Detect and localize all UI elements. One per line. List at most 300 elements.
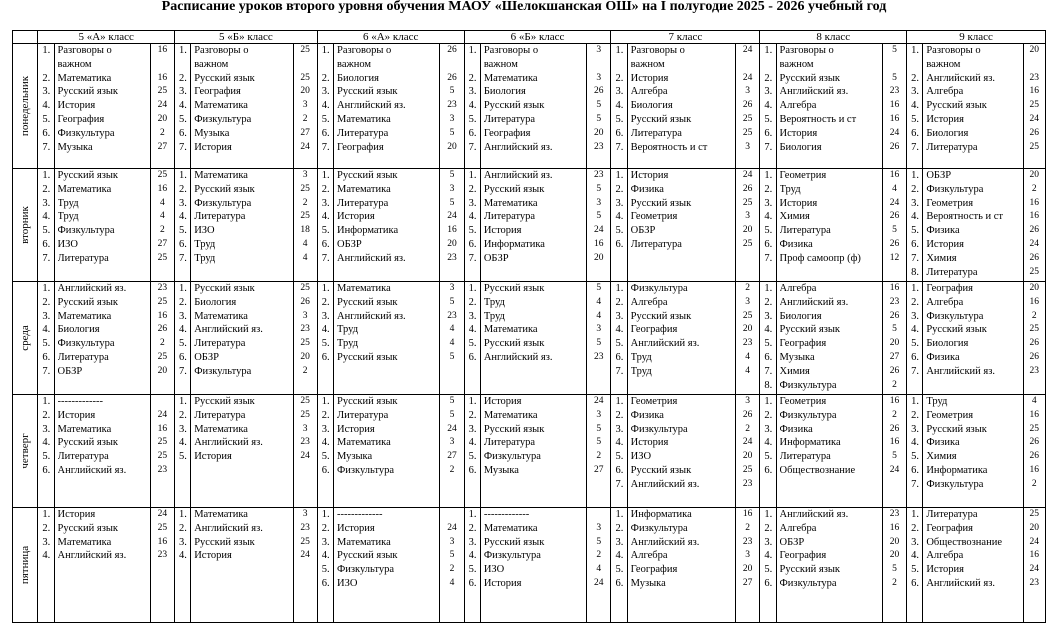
- subject-name: Английский яз.: [57, 550, 127, 562]
- subject-name-column: [480, 508, 586, 623]
- lesson-number: 4.: [468, 437, 477, 449]
- room-number: 2: [745, 283, 751, 293]
- room-number-column: [882, 169, 906, 282]
- subject-name: Английский яз.: [483, 170, 553, 181]
- subject-name: Математика: [483, 197, 538, 209]
- subject-name: Физкультура: [57, 338, 115, 350]
- lesson-number-column: [464, 44, 480, 169]
- room-number: 5: [449, 127, 455, 138]
- lesson-number: 3.: [764, 310, 773, 322]
- subject-name-column: [923, 169, 1023, 282]
- lesson-number: 2.: [42, 296, 51, 308]
- room-number: 16: [157, 536, 168, 547]
- subject-name-column: [627, 508, 735, 623]
- page-title: Расписание уроков второго уровня обучения МАОУ «Шелокшанская ОШ» на I полугодие 2025 - 2026 учебный год: [161, 0, 887, 14]
- lesson-number: 4.: [42, 437, 51, 449]
- subject-name: Геометрия: [926, 197, 974, 209]
- room-number: 23: [157, 283, 168, 293]
- subject-name: История: [194, 550, 232, 562]
- room-number: [587, 508, 610, 522]
- room-number-column: [440, 44, 464, 169]
- subject-name: Русский язык: [483, 100, 545, 112]
- lesson-number: 4.: [615, 211, 624, 223]
- lesson-number: 6.: [615, 577, 624, 589]
- room-number: 26: [1029, 351, 1040, 362]
- room-number-column: [736, 395, 760, 508]
- subject-name: Физкультура: [194, 365, 252, 377]
- subject-name: Математика: [57, 423, 112, 435]
- subject-name: Русский язык: [483, 338, 545, 350]
- subject-name: Русский язык: [337, 351, 398, 363]
- subject-name: Алгебра: [926, 550, 964, 562]
- lesson-number: 5.: [615, 451, 624, 463]
- subject-name: Английский яз.: [926, 365, 996, 377]
- room-number: 5: [449, 86, 455, 97]
- lesson-number: 7.: [764, 252, 773, 264]
- room-number: 27: [447, 451, 457, 462]
- lesson-number: 6.: [764, 238, 773, 250]
- lesson-number: 3.: [615, 536, 624, 548]
- subject-name: География: [630, 564, 678, 576]
- lesson-number-column: [760, 44, 776, 169]
- subject-name: Литература: [630, 127, 682, 139]
- subject-name: важном: [779, 58, 814, 70]
- room-number: 25: [300, 72, 310, 83]
- room-number-column: [882, 282, 906, 395]
- lesson-number: 4.: [764, 100, 773, 112]
- room-number: 25: [742, 113, 753, 124]
- subject-name: Математика: [483, 72, 538, 84]
- room-number: 25: [157, 351, 168, 362]
- room-number: 20: [742, 451, 753, 462]
- room-number: 26: [157, 324, 168, 335]
- room-number: 20: [157, 365, 168, 376]
- subject-name: Русский язык: [337, 396, 398, 407]
- room-number: 16: [1029, 296, 1040, 307]
- room-number: 25: [742, 238, 753, 249]
- subject-name: Математика: [337, 283, 391, 294]
- room-number: 16: [889, 170, 900, 180]
- room-number: 16: [1029, 197, 1040, 208]
- lesson-number: [42, 58, 53, 72]
- lesson-number: 7.: [42, 252, 51, 264]
- subject-name: -------------: [483, 509, 530, 520]
- room-number-column: [882, 395, 906, 508]
- subject-name-column: [480, 282, 586, 395]
- lesson-number: 1.: [764, 45, 773, 56]
- subject-name: Английский яз.: [483, 141, 553, 153]
- subject-name: Литература: [337, 127, 389, 139]
- room-number: 20: [447, 238, 457, 249]
- subject-name: Русский язык: [194, 283, 255, 294]
- subject-name: Физкультура: [337, 464, 395, 476]
- day-cell: [13, 44, 38, 169]
- subject-name: Русский язык: [926, 423, 987, 435]
- subject-name: Русский язык: [57, 522, 119, 534]
- subject-name: ОБЗР: [337, 238, 362, 250]
- room-number: 3: [449, 536, 455, 547]
- room-number: 25: [300, 396, 310, 406]
- subject-name-column: [334, 282, 440, 395]
- day-cell: [13, 282, 38, 395]
- lesson-number: 5.: [764, 451, 773, 463]
- lesson-number: 2.: [764, 72, 773, 84]
- lesson-number-column: [760, 508, 776, 623]
- lesson-number: 3.: [42, 536, 51, 548]
- lesson-number: 7.: [911, 478, 920, 490]
- subject-name: Биология: [337, 72, 380, 84]
- lesson-number: 1.: [321, 45, 330, 56]
- subject-name-column: [627, 169, 735, 282]
- room-number: 26: [742, 409, 753, 420]
- subject-name: История: [630, 437, 669, 449]
- room-number: 27: [742, 577, 753, 588]
- subject-name: Литература: [194, 211, 246, 223]
- lesson-number-column: [907, 282, 923, 395]
- room-number: 23: [447, 310, 457, 321]
- lesson-number: 2.: [468, 409, 477, 421]
- lesson-number: 1.: [615, 170, 624, 181]
- subject-name: Английский яз.: [194, 324, 263, 336]
- room-number: 25: [300, 536, 310, 547]
- subject-name: Физкультура: [779, 379, 837, 391]
- subject-name: Алгебра: [779, 100, 817, 112]
- room-number: 27: [157, 238, 168, 249]
- subject-name: Физкультура: [194, 197, 252, 209]
- lesson-number-column: [317, 169, 333, 282]
- lesson-number: 6.: [911, 464, 920, 476]
- room-number: 27: [300, 127, 310, 138]
- room-number: 4: [302, 238, 308, 249]
- subject-name: Английский яз.: [630, 536, 700, 548]
- room-number: 24: [742, 72, 753, 83]
- subject-name: важном: [194, 58, 229, 70]
- room-number: 20: [889, 338, 900, 349]
- subject-name: История: [337, 522, 375, 534]
- lesson-number: 6.: [764, 127, 773, 139]
- subject-name: Русский язык: [194, 72, 255, 84]
- lesson-number: 2.: [321, 296, 330, 308]
- room-number: 3: [449, 283, 455, 293]
- lesson-number: 4.: [42, 324, 51, 336]
- lesson-number: 2.: [615, 522, 624, 534]
- room-number: 16: [157, 310, 168, 321]
- lesson-number: 3.: [764, 536, 773, 548]
- lesson-number: 1.: [615, 283, 624, 294]
- lesson-number-column: [907, 44, 923, 169]
- subject-name: Русский язык: [483, 423, 545, 435]
- lesson-number: 3.: [911, 86, 920, 98]
- room-number: [1024, 58, 1045, 72]
- room-number-column: [440, 282, 464, 395]
- room-number: 24: [157, 100, 168, 111]
- room-number: 18: [300, 225, 310, 236]
- subject-name: История: [630, 72, 669, 84]
- lesson-number-column: [317, 282, 333, 395]
- room-number: 2: [449, 564, 455, 575]
- room-number: 26: [889, 211, 900, 222]
- subject-name: Английский яз.: [337, 252, 406, 264]
- lesson-number: 1.: [615, 396, 624, 407]
- subject-name: Биология: [926, 338, 969, 350]
- lesson-number: 4.: [321, 324, 330, 336]
- subject-name: Алгебра: [630, 296, 668, 308]
- room-number: 24: [447, 211, 457, 222]
- room-number: 3: [302, 100, 308, 111]
- room-number: 12: [889, 252, 900, 263]
- lesson-number: 7.: [911, 141, 920, 153]
- room-number-column: [882, 508, 906, 623]
- subject-name: Алгебра: [630, 86, 668, 98]
- subject-name: Информатика: [337, 225, 399, 237]
- lesson-number: 3.: [911, 536, 920, 548]
- lesson-number: 3.: [764, 86, 773, 98]
- day-row: [13, 395, 1046, 508]
- subject-name: География: [926, 522, 973, 534]
- lesson-number: 1.: [321, 396, 330, 407]
- lesson-number: 5.: [615, 113, 624, 125]
- subject-name: Вероятность и ст: [779, 113, 857, 125]
- room-number: [151, 58, 174, 72]
- subject-name: Математика: [57, 310, 112, 322]
- subject-name: Литература: [57, 351, 109, 363]
- subject-name: Биология: [926, 127, 969, 139]
- lesson-number: 2.: [764, 296, 773, 308]
- room-number: 3: [302, 509, 308, 519]
- class-header: 8 класс: [760, 31, 907, 44]
- lesson-number: 7.: [468, 141, 477, 153]
- room-number: 5: [596, 338, 602, 349]
- lesson-number: 7.: [42, 365, 51, 377]
- subject-name: Русский язык: [630, 464, 692, 476]
- lesson-number: 5.: [179, 113, 187, 125]
- subject-name: Разговоры о: [926, 45, 981, 56]
- lesson-number-column: [760, 395, 776, 508]
- lesson-number: 4.: [179, 550, 187, 562]
- subject-name: Русский язык: [630, 113, 692, 125]
- subject-name: История: [57, 509, 96, 520]
- lesson-number: 4.: [911, 211, 920, 223]
- subject-name: Математика: [194, 310, 248, 322]
- subject-name: Английский яз.: [926, 72, 996, 84]
- subject-name: Русский язык: [779, 564, 841, 576]
- room-number: 25: [1029, 266, 1040, 277]
- room-number: 5: [892, 451, 897, 462]
- room-number: 4: [302, 252, 308, 263]
- lesson-number: 1.: [468, 45, 477, 56]
- room-number: 24: [889, 464, 900, 475]
- lesson-number: 1.: [911, 45, 920, 56]
- subject-name-column: [191, 395, 293, 508]
- lesson-number: 5.: [42, 113, 51, 125]
- subject-name: Математика: [483, 522, 538, 534]
- subject-name: Труд: [57, 211, 79, 223]
- room-number: 26: [447, 45, 457, 55]
- room-number: 3: [449, 113, 455, 124]
- room-number: 24: [742, 170, 753, 180]
- lesson-number: 6.: [42, 127, 51, 139]
- room-number: 3: [745, 141, 751, 152]
- room-number-column: [736, 282, 760, 395]
- room-number: 23: [157, 550, 168, 561]
- lesson-number: 5.: [321, 338, 330, 350]
- subject-name: Музыка: [483, 464, 519, 476]
- lesson-number: 1.: [179, 396, 187, 407]
- lesson-number-column: [611, 395, 627, 508]
- room-number: 5: [449, 296, 455, 307]
- room-number: 3: [596, 45, 602, 55]
- room-number-column: [1023, 508, 1045, 623]
- lesson-number: 3.: [321, 423, 330, 435]
- room-number: 3: [745, 396, 751, 406]
- room-number-column: [1023, 395, 1045, 508]
- subject-name: Химия: [779, 211, 810, 223]
- subject-name: Информатика: [630, 509, 692, 520]
- lesson-number: 3.: [468, 197, 477, 209]
- lesson-number-column: [760, 169, 776, 282]
- room-number: 4: [745, 351, 751, 362]
- subject-name: Русский язык: [57, 437, 119, 449]
- room-number: 25: [157, 86, 168, 97]
- subject-name: Биология: [630, 100, 673, 112]
- room-number: 2: [159, 338, 165, 349]
- subject-name: Вероятность и ст: [926, 211, 1004, 223]
- subject-name: Литература: [483, 437, 536, 449]
- room-number: 26: [447, 72, 457, 83]
- subject-name: Литература: [926, 266, 978, 278]
- subject-name: История: [337, 423, 375, 435]
- room-number: 2: [1031, 478, 1037, 489]
- room-number: 3: [745, 550, 751, 561]
- lesson-number: 5.: [321, 113, 330, 125]
- room-number: 24: [447, 522, 457, 533]
- subject-name: ОБЗР: [926, 170, 952, 181]
- lesson-number: 4.: [42, 550, 51, 562]
- room-number-column: [150, 395, 174, 508]
- subject-name: Информатика: [926, 464, 988, 476]
- room-number: 2: [302, 197, 308, 208]
- subject-name-column: [54, 282, 150, 395]
- room-number-column: [736, 508, 760, 623]
- subject-name: ОБЗР: [57, 365, 83, 377]
- subject-name: Русский язык: [57, 86, 119, 98]
- lesson-number: 2.: [42, 183, 51, 195]
- room-number: 27: [889, 351, 900, 362]
- room-number: 25: [742, 197, 753, 208]
- subject-name: Алгебра: [779, 522, 817, 534]
- lesson-number: 4.: [179, 437, 187, 449]
- subject-name: -------------: [57, 396, 103, 407]
- room-number: 16: [447, 225, 457, 236]
- room-number: 26: [1029, 451, 1040, 462]
- room-number: 5: [596, 536, 602, 547]
- lesson-number: 4.: [468, 324, 477, 336]
- room-number: 5: [596, 423, 602, 434]
- subject-name: Литература: [57, 451, 109, 463]
- lesson-number: 4.: [179, 100, 187, 112]
- subject-name: Алгебра: [779, 283, 817, 294]
- day-label: вторник: [19, 206, 32, 244]
- subject-name: Английский яз.: [57, 283, 127, 294]
- lesson-number: [615, 58, 626, 72]
- room-number: 24: [300, 550, 310, 561]
- lesson-number: 4.: [321, 550, 330, 562]
- subject-name-column: [191, 282, 293, 395]
- room-number-column: [587, 395, 611, 508]
- lesson-number: 3.: [615, 310, 624, 322]
- lesson-number: 4.: [468, 211, 477, 223]
- lesson-number: 4.: [764, 211, 773, 223]
- lesson-number: 6.: [321, 577, 330, 589]
- lesson-number: 1.: [42, 45, 51, 56]
- lesson-number-column: [38, 508, 54, 623]
- subject-name: Музыка: [337, 451, 373, 463]
- day-label: понедельник: [19, 75, 32, 137]
- room-number: 5: [449, 550, 455, 561]
- lesson-number: 7.: [764, 365, 773, 377]
- subject-name: Химия: [779, 365, 810, 377]
- subject-name: Литература: [57, 252, 109, 264]
- schedule-table: [12, 30, 1046, 623]
- subject-name: Русский язык: [630, 310, 692, 322]
- lesson-number: 5.: [179, 225, 187, 237]
- lesson-number: 4.: [42, 100, 51, 112]
- subject-name: Физкультура: [926, 310, 984, 322]
- subject-name: Разговоры о: [337, 45, 392, 56]
- subject-name: История: [779, 197, 818, 209]
- lesson-number-column: [175, 508, 191, 623]
- day-label: четверг: [19, 433, 32, 469]
- day-cell: [13, 169, 38, 282]
- lesson-number: 4.: [179, 211, 187, 223]
- room-number: 25: [157, 522, 168, 533]
- room-number: 3: [745, 296, 751, 307]
- lesson-number: 7.: [179, 252, 187, 264]
- room-number: 5: [596, 437, 602, 448]
- room-number: 24: [157, 509, 168, 519]
- subject-name: Проф самоопр (ф): [779, 252, 861, 264]
- room-number: 2: [1031, 183, 1037, 194]
- lesson-number: 7.: [615, 478, 624, 490]
- room-number: 25: [157, 170, 168, 180]
- lesson-number: 4.: [42, 211, 51, 223]
- room-number: 5: [596, 211, 602, 222]
- lesson-number: 2.: [179, 183, 187, 195]
- room-number: 4: [449, 324, 455, 335]
- lesson-number: 4.: [321, 211, 330, 223]
- subject-name: Физкультура: [337, 564, 395, 576]
- subject-name: Геометрия: [630, 396, 678, 407]
- corner-cell: [13, 31, 38, 44]
- subject-name: Физкультура: [779, 577, 837, 589]
- lesson-number: 2.: [321, 409, 330, 421]
- lesson-number: 2.: [911, 183, 920, 195]
- subject-name: Физика: [630, 409, 664, 421]
- subject-name: География: [779, 550, 827, 562]
- room-number: 20: [889, 536, 900, 547]
- room-number: 23: [1029, 72, 1040, 83]
- room-number: 16: [1029, 464, 1040, 475]
- subject-name: важном: [57, 58, 92, 70]
- subject-name: Вероятность и ст: [630, 141, 708, 153]
- room-number-column: [587, 44, 611, 169]
- room-number: 23: [742, 478, 753, 489]
- room-number: 23: [889, 296, 900, 307]
- lesson-number-column: [317, 395, 333, 508]
- room-number: 16: [1029, 550, 1040, 561]
- lesson-number: 5.: [42, 338, 51, 350]
- lesson-number: 7.: [179, 141, 187, 153]
